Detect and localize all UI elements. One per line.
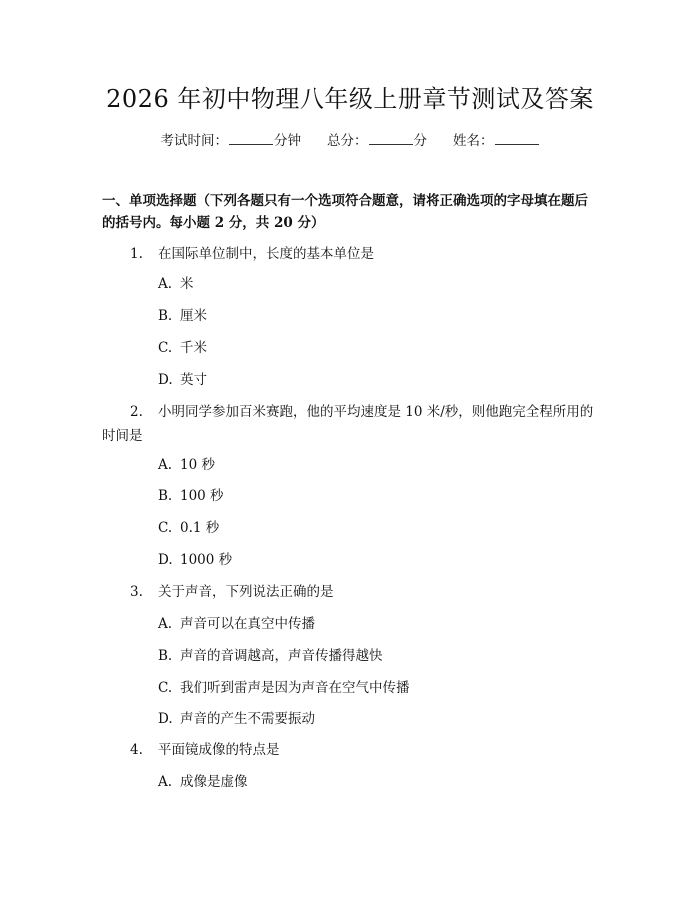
option-text: 英寸 xyxy=(180,372,207,388)
option-text: 我们听到雷声是因为声音在空气中传播 xyxy=(180,680,410,696)
option-1c xyxy=(158,338,207,358)
time-unit: 分钟 xyxy=(274,133,301,149)
option-3d xyxy=(158,709,315,729)
option-2d xyxy=(158,550,232,570)
option-text: 声音的音调越高，声音传播得越快 xyxy=(180,648,383,664)
score-unit: 分 xyxy=(413,133,427,149)
option-3c xyxy=(158,678,410,698)
option-2c xyxy=(158,518,219,538)
option-2a xyxy=(158,455,215,475)
option-letter: C. xyxy=(158,520,173,536)
question-number: 4. xyxy=(130,742,143,758)
time-label: 考试时间： xyxy=(160,133,228,149)
option-3a xyxy=(158,614,315,634)
option-4a xyxy=(158,772,248,792)
option-text: 成像是虚像 xyxy=(180,774,248,790)
name-label: 姓名： xyxy=(453,133,494,149)
section-heading: 一、单项选择题（下列各题只有一个选项符合题意，请将正确选项的字母填在题后的括号内。每小题 2 分，共 20 分） xyxy=(102,193,588,231)
option-letter: C. xyxy=(158,340,173,356)
option-2b xyxy=(158,486,224,506)
time-blank xyxy=(229,132,273,145)
option-text: 100 秒 xyxy=(180,488,224,504)
score-label: 总分： xyxy=(327,133,368,149)
option-text: 声音可以在真空中传播 xyxy=(180,616,315,632)
option-letter: C. xyxy=(158,680,173,696)
option-letter: A. xyxy=(158,457,173,473)
option-letter: D. xyxy=(158,711,173,727)
question-text: 小明同学参加百米赛跑，他的平均速度是 10 米/秒，则他跑完全程所用的时间是 xyxy=(102,404,594,444)
option-1d xyxy=(158,370,207,390)
question-text: 在国际单位制中，长度的基本单位是 xyxy=(158,246,374,262)
option-letter: A. xyxy=(158,276,173,292)
option-letter: B. xyxy=(158,648,173,664)
question-2 xyxy=(102,400,600,448)
option-1b xyxy=(158,306,207,326)
option-1a xyxy=(158,274,194,294)
option-letter: A. xyxy=(158,616,173,632)
page-title: 2026 年初中物理八年级上册章节测试及答案 xyxy=(106,85,594,113)
question-text: 关于声音，下列说法正确的是 xyxy=(158,584,334,600)
question-number: 2. xyxy=(130,404,143,420)
option-text: 1000 秒 xyxy=(180,552,233,568)
question-number: 3. xyxy=(130,584,143,600)
option-text: 声音的产生不需要振动 xyxy=(180,711,315,727)
name-blank xyxy=(495,132,539,145)
option-text: 米 xyxy=(180,276,194,292)
option-text: 0.1 秒 xyxy=(180,520,220,536)
question-text: 平面镜成像的特点是 xyxy=(158,742,280,758)
exam-info-line xyxy=(0,131,700,151)
option-letter: B. xyxy=(158,488,173,504)
question-1 xyxy=(102,242,600,266)
option-3b xyxy=(158,646,383,666)
option-letter: A. xyxy=(158,774,173,790)
option-letter: D. xyxy=(158,552,173,568)
option-text: 千米 xyxy=(180,340,207,356)
score-blank xyxy=(369,132,413,145)
question-number: 1. xyxy=(130,246,143,262)
question-4 xyxy=(102,738,600,762)
option-text: 厘米 xyxy=(180,308,207,324)
option-text: 10 秒 xyxy=(180,457,215,473)
option-letter: D. xyxy=(158,372,173,388)
option-letter: B. xyxy=(158,308,173,324)
question-3 xyxy=(102,580,600,604)
